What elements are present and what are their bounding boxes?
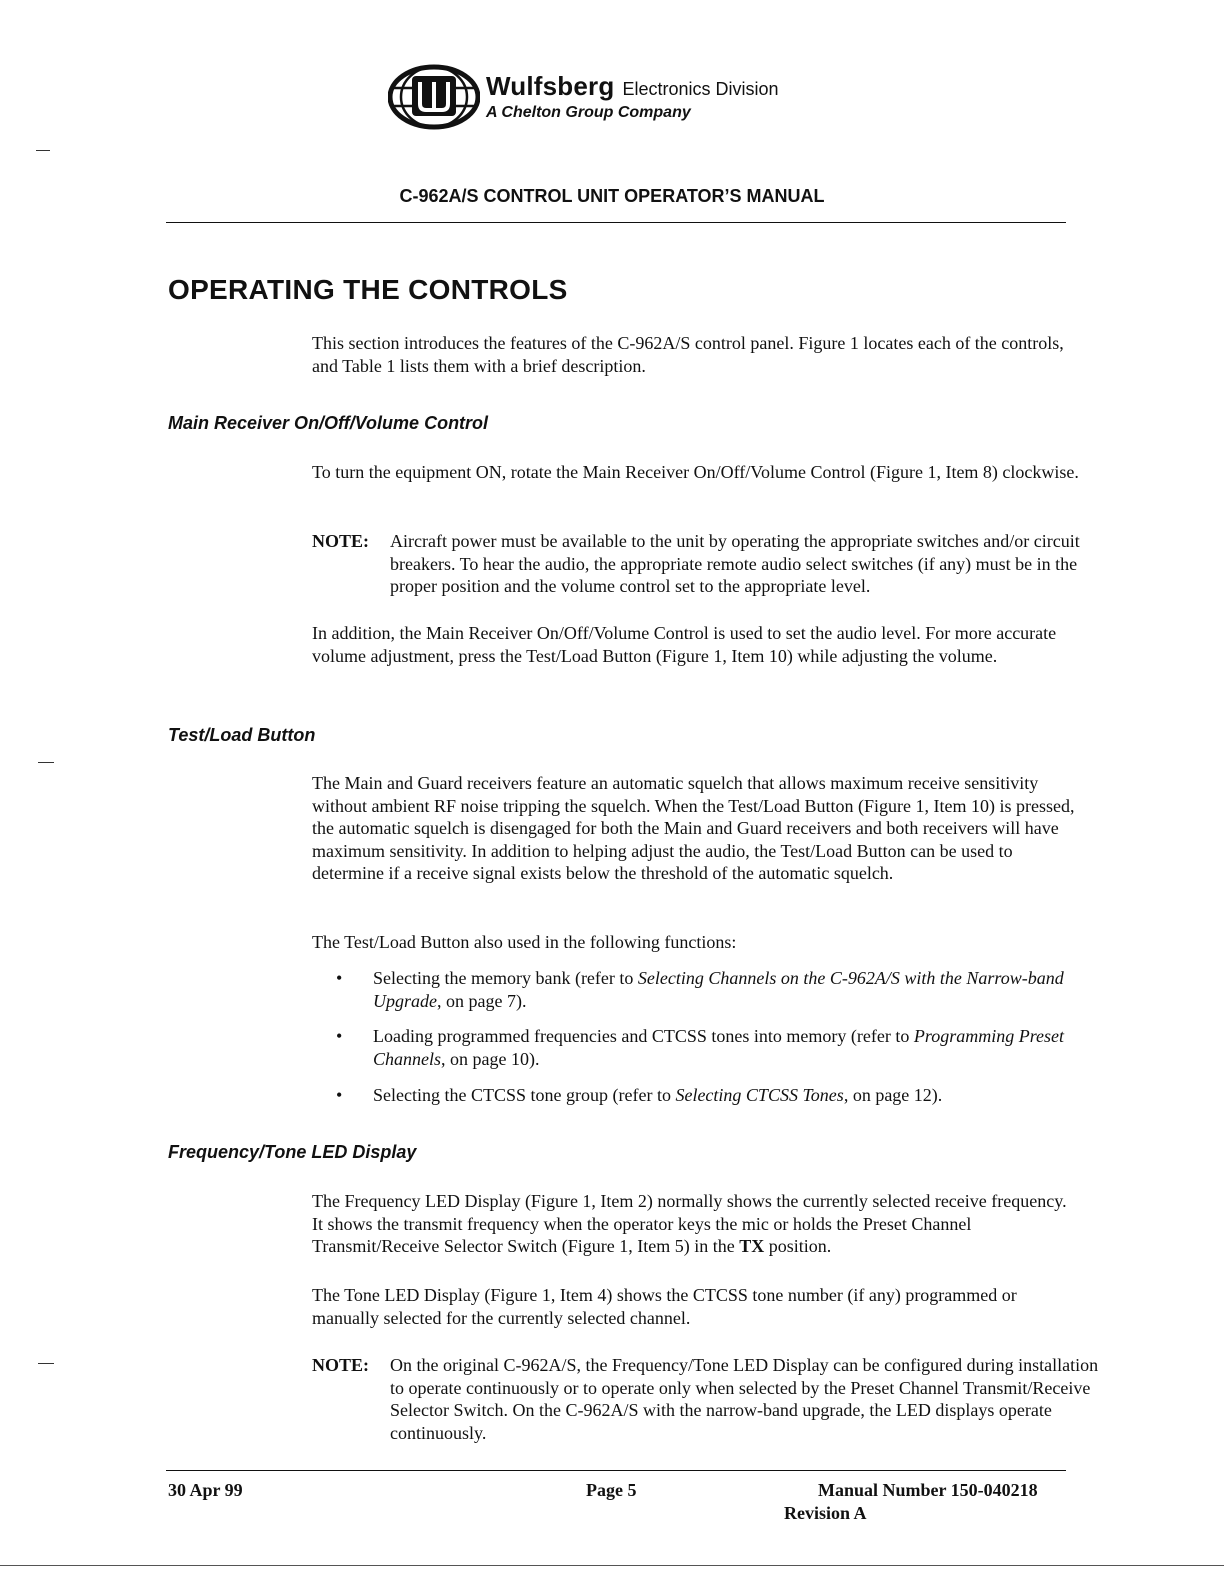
margin-mark [38,1363,54,1364]
list-item: • Selecting the CTCSS tone group (refer to Selecting CTCSS Tones, on page 12). [336,1085,943,1105]
title-divider [166,222,1066,223]
brand-tagline: A Chelton Group Company [486,103,691,121]
note-label: NOTE: [312,1355,370,1375]
test-load-heading: Test/Load Button [168,725,316,745]
footer-page-number: Page 5 [586,1480,637,1500]
wulfsberg-globe-logo-icon [388,64,480,130]
freq-tone-note [312,1354,1112,1444]
freq-tone-para2: The Tone LED Display (Figure 1, Item 4) shows the CTCSS tone number (if any) programmed or manually selected for the currently selected channel. [312,1285,1017,1328]
footer-revision: Revision A [784,1503,867,1523]
main-receiver-note [312,530,1112,598]
bullet-icon: • [336,968,343,988]
brand-division: Electronics Division [622,78,779,99]
test-load-para2: The Test/Load Button also used in the following functions: [312,932,737,952]
test-load-para1: The Main and Guard receivers feature an automatic squelch that allows maximum receive sensitivity without ambient RF noise tripping the squelch. When the Test/Load Button (Figure 1, Item 10) is pressed, the automatic squelch is disengaged for both the Main and Guard receivers and both receivers will have maximum sensitivity. In addition to helping adjust the audio, the Test/Load Button can be used to determine if a receive signal exists below the threshold of the automatic squelch. [312,773,1075,883]
cross-reference: Programming Preset Channels [373,1026,1065,1069]
list-item: • Loading programmed frequencies and CTCSS tones into memory (refer to Programming Preset Channels, on page 10). [336,1026,1065,1069]
cross-reference: Selecting Channels on the C-962A/S with the Narrow-band Upgrade [373,968,1064,1011]
section-intro: This section introduces the features of the C-962A/S control panel. Figure 1 locates each of the controls, and Table 1 lists them with a brief description. [312,333,1064,376]
manual-title: C-962A/S CONTROL UNIT OPERATOR’S MANUAL [399,186,825,206]
list-item: • Selecting the memory bank (refer to Selecting Channels on the C-962A/S with the Narrow-band Upgrade, on page 7). [336,968,1064,1011]
header-logo [388,64,779,130]
note-label: NOTE: [312,531,370,551]
bullet-icon: • [336,1085,343,1105]
footer-divider [166,1470,1066,1471]
margin-mark [38,762,54,763]
section-heading: OPERATING THE CONTROLS [168,274,568,305]
margin-mark [36,150,50,151]
note-text: Aircraft power must be available to the unit by operating the appropriate switches and/or circuit breakers. To hear the audio, the appropriate remote audio select switches (if any) must be in the proper position and the volume control set to the appropriate level. [390,531,1080,596]
brand-name: Wulfsberg [486,70,615,101]
cross-reference: Selecting CTCSS Tones [675,1085,844,1105]
note-text: On the original C-962A/S, the Frequency/Tone LED Display can be configured during installation to operate continuously or to operate only when selected by the Preset Channel Transmit/Receive Selector Switch. On the C-962A/S with the narrow-band upgrade, the LED displays operate continuously. [390,1355,1099,1443]
main-receiver-para1: To turn the equipment ON, rotate the Main Receiver On/Off/Volume Control (Figure 1, Item 8) clockwise. [312,462,1079,482]
freq-tone-para1: The Frequency LED Display (Figure 1, Item 2) normally shows the currently selected receive frequency. It shows the transmit frequency when the operator keys the mic or holds the Preset Channel Transmit/Receive Selector Switch (Figure 1, Item 5) in the TX position. [312,1191,1067,1256]
page-bottom-edge [0,1565,1224,1566]
main-receiver-heading: Main Receiver On/Off/Volume Control [168,413,489,433]
bullet-icon: • [336,1026,343,1046]
freq-tone-heading: Frequency/Tone LED Display [168,1142,417,1162]
footer-date: 30 Apr 99 [168,1480,243,1500]
footer-manual-number: Manual Number 150-040218 [818,1480,1038,1500]
main-receiver-para2: In addition, the Main Receiver On/Off/Volume Control is used to set the audio level. For more accurate volume adjustment, press the Test/Load Button (Figure 1, Item 10) while adjusting the volume. [312,623,1057,666]
tx-label: TX [739,1236,765,1256]
